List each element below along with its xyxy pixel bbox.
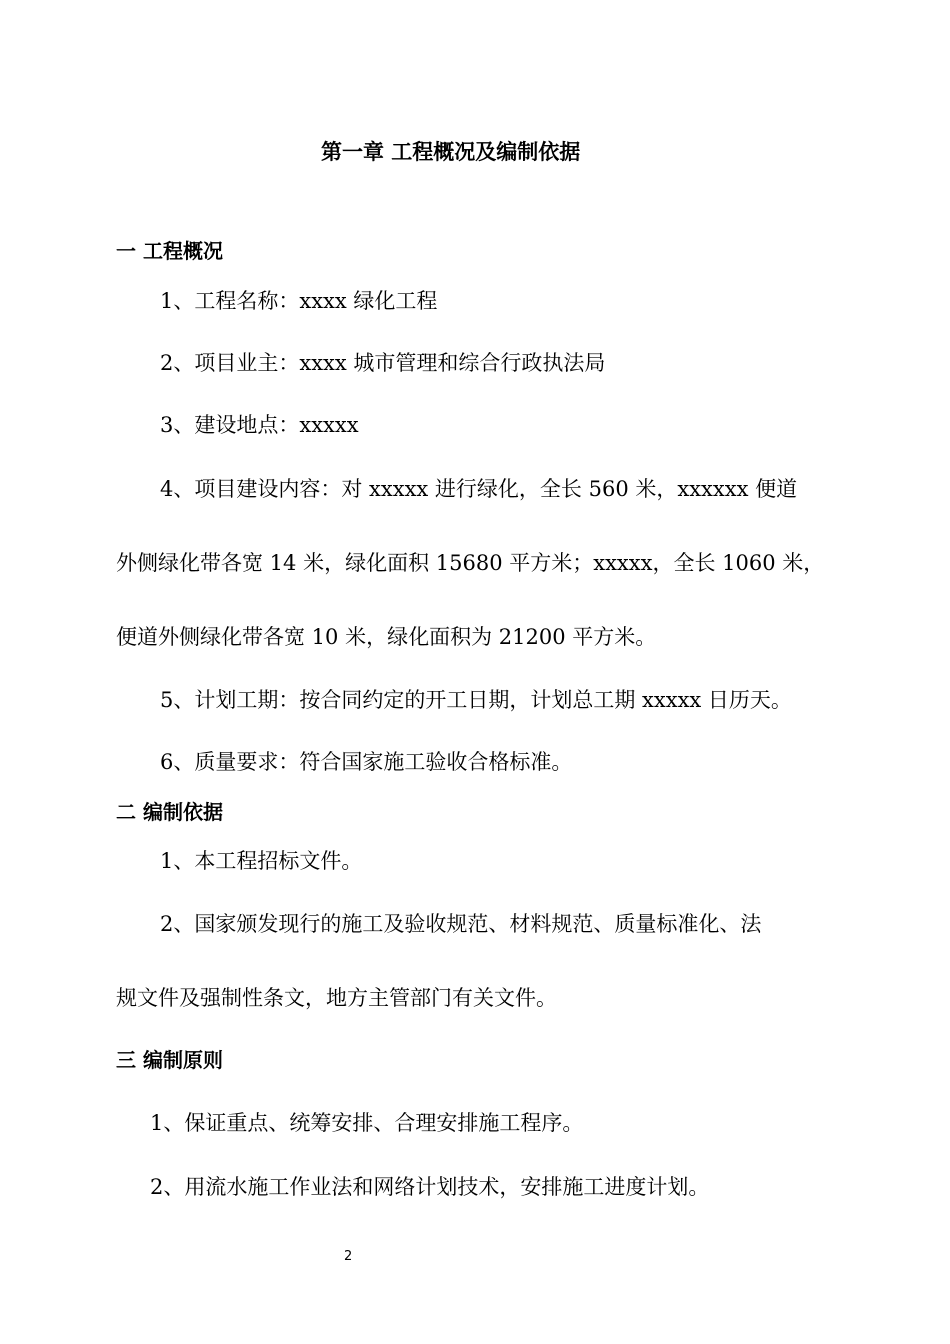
section-heading-basis: 二 编制依据 <box>116 800 223 824</box>
section-heading-principles: 三 编制原则 <box>116 1048 223 1072</box>
section-heading-overview: 一 工程概况 <box>116 239 223 263</box>
chapter-title: 第一章 工程概况及编制依据 <box>321 140 581 164</box>
paragraph-standards-line-2: 规文件及强制性条文，地方主管部门有关文件。 <box>116 986 557 1010</box>
paragraph-principle-2: 2、用流水施工作业法和网络计划技术，安排施工进度计划。 <box>150 1175 710 1199</box>
paragraph-project-name: 1、工程名称：xxxx 绿化工程 <box>160 289 438 313</box>
paragraph-quality: 6、质量要求：符合国家施工验收合格标准。 <box>160 750 573 774</box>
paragraph-principle-1: 1、保证重点、统筹安排、合理安排施工程序。 <box>150 1111 584 1135</box>
paragraph-scope-line-2: 外侧绿化带各宽 14 米，绿化面积 15680 平方米；xxxxx，全长 1060 米， <box>116 551 825 575</box>
paragraph-scope-line-1: 4、项目建设内容：对 xxxxx 进行绿化，全长 560 米，xxxxxx 便道 <box>160 477 798 501</box>
paragraph-tender-docs: 1、本工程招标文件。 <box>160 849 363 873</box>
page-number: 2 <box>344 1249 353 1264</box>
paragraph-schedule: 5、计划工期：按合同约定的开工日期，计划总工期 xxxxx 日历天。 <box>160 688 792 712</box>
paragraph-project-owner: 2、项目业主：xxxx 城市管理和综合行政执法局 <box>160 351 606 375</box>
paragraph-standards-line-1: 2、国家颁发现行的施工及验收规范、材料规范、质量标准化、法 <box>160 912 762 936</box>
paragraph-construction-site: 3、建设地点：xxxxx <box>160 413 359 437</box>
paragraph-scope-line-3: 便道外侧绿化带各宽 10 米，绿化面积为 21200 平方米。 <box>116 625 657 649</box>
